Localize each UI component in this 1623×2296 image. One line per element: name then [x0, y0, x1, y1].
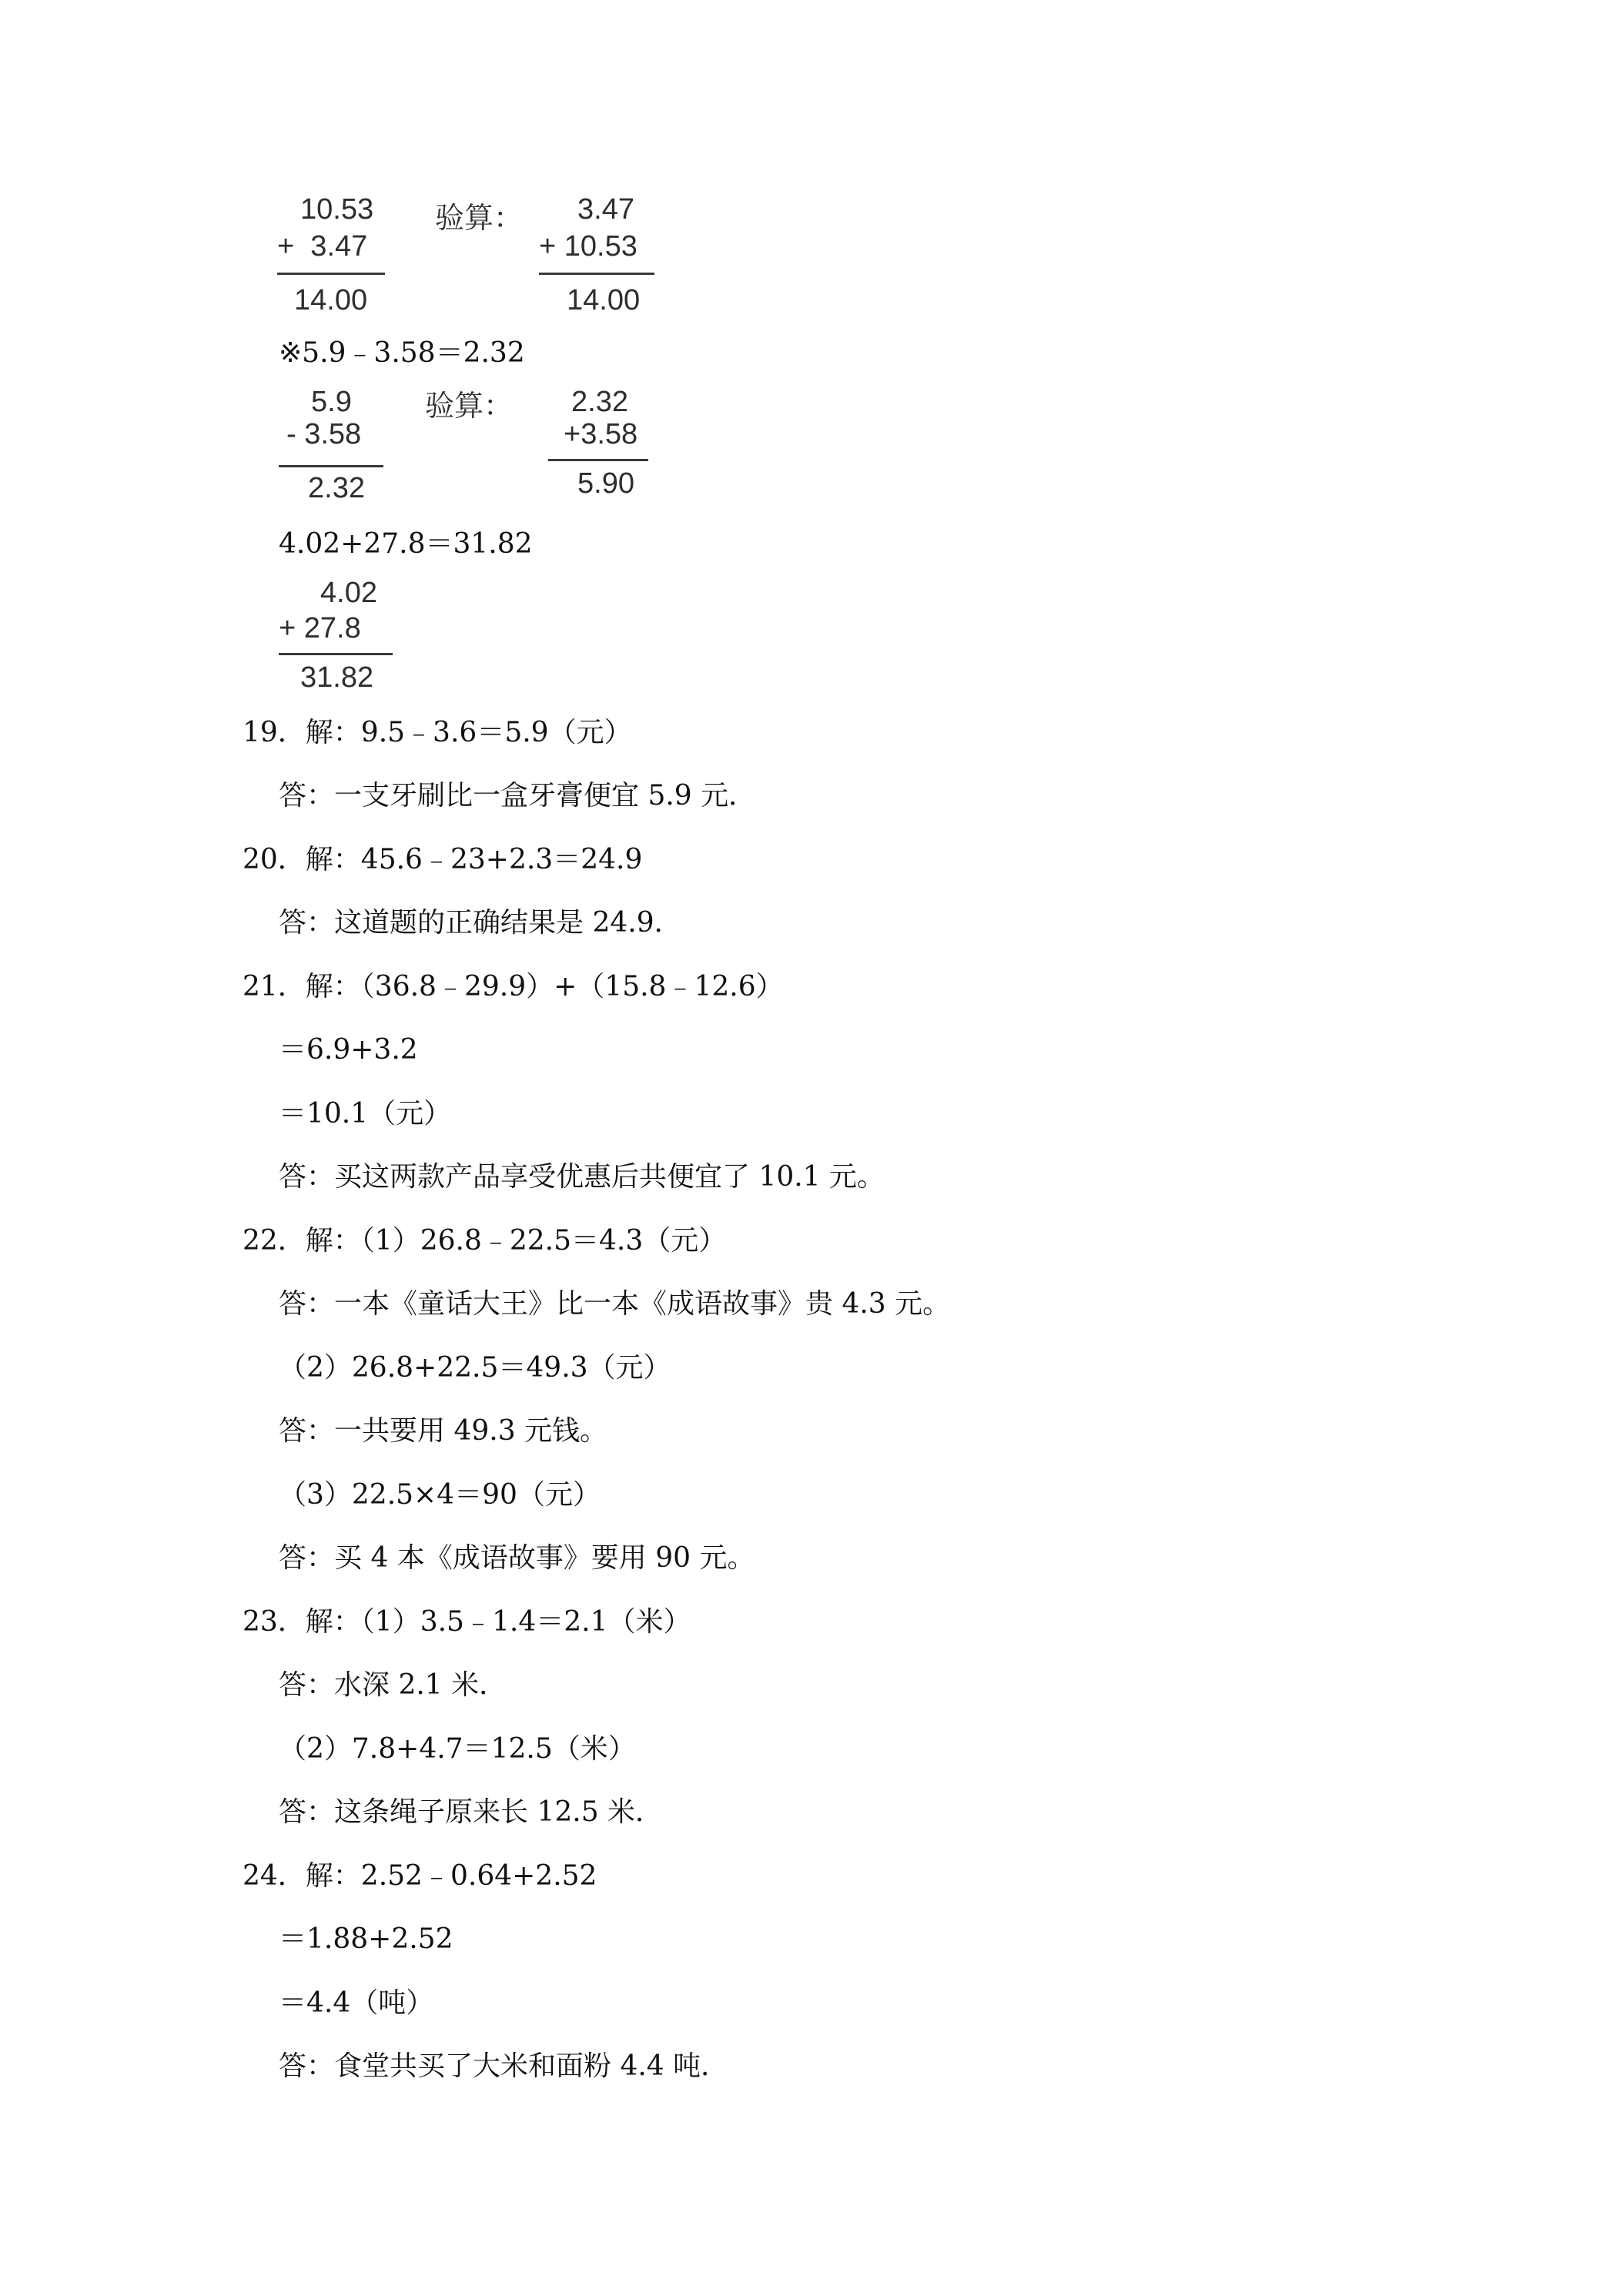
vertical-calc-3-result: 2.32 — [308, 472, 365, 504]
vertical-calc-2-bottom: + 10.53 — [539, 230, 637, 263]
q19-solution: 19．解：9.5﹣3.6＝5.9（元） — [243, 717, 632, 748]
vertical-calc-5 — [279, 576, 402, 699]
q21-step-2: ＝10.1（元） — [279, 1098, 452, 1130]
q22-solution-1: 22．解：（1）26.8﹣22.5＝4.3（元） — [243, 1225, 727, 1257]
q19-answer: 答：一支牙刷比一盒牙膏便宜 5.9 元． — [279, 780, 757, 812]
vertical-calc-1 — [277, 192, 408, 323]
line-5-9-check: ※5.9﹣3.58＝2.32 — [279, 337, 525, 369]
vertical-calc-4-result: 5.90 — [577, 467, 634, 500]
vertical-calc-3 — [279, 385, 410, 508]
vertical-calc-4-bottom: +3.58 — [564, 418, 638, 450]
q20-solution: 20．解：45.6﹣23+2.3＝24.9 — [243, 844, 643, 875]
vertical-calc-5-result: 31.82 — [300, 661, 374, 694]
q24-step-1: ＝1.88+2.52 — [279, 1923, 453, 1955]
vertical-calc-1-bottom: + 3.47 — [277, 230, 368, 263]
q23-solution-2: （2）7.8+4.7＝12.5（米） — [279, 1733, 636, 1765]
q22-answer-3: 答：买 4 本《成语故事》要用 90 元。 — [279, 1542, 755, 1574]
vertical-calc-5-bottom: + 27.8 — [279, 612, 361, 644]
check-label-2: 验算： — [425, 390, 514, 423]
vertical-calc-1-rule — [277, 273, 385, 275]
vertical-calc-3-rule — [279, 465, 383, 467]
line-4-02: 4.02+27.8＝31.82 — [279, 528, 533, 560]
q22-answer-2: 答：一共要用 49.3 元钱。 — [279, 1415, 608, 1447]
vertical-calc-3-bottom: - 3.58 — [286, 418, 362, 450]
vertical-calc-4 — [548, 385, 664, 508]
q22-solution-2: （2）26.8+22.5＝49.3（元） — [279, 1352, 671, 1384]
vertical-calc-5-top: 4.02 — [320, 577, 377, 609]
q24-solution: 24．解：2.52﹣0.64+2.52 — [243, 1860, 597, 1892]
vertical-calc-3-top: 5.9 — [311, 386, 352, 418]
vertical-calc-4-rule — [548, 459, 648, 461]
vertical-calc-1-top: 10.53 — [300, 193, 374, 226]
vertical-calc-1-result: 14.00 — [294, 284, 368, 316]
q20-answer: 答：这道题的正确结果是 24.9． — [279, 907, 682, 939]
q24-step-2: ＝4.4（吨） — [279, 1987, 434, 2019]
q21-step-1: ＝6.9+3.2 — [279, 1034, 418, 1066]
vertical-calc-2-top: 3.47 — [577, 193, 634, 226]
q23-solution-1: 23．解：（1）3.5﹣1.4＝2.1（米） — [243, 1606, 691, 1638]
q24-answer: 答：食堂共买了大米和面粉 4.4 吨． — [279, 2050, 729, 2082]
q23-answer-1: 答：水深 2.1 米． — [279, 1669, 507, 1701]
vertical-calc-2 — [539, 192, 670, 323]
q21-solution: 21．解：（36.8﹣29.9）+（15.8﹣12.6） — [243, 971, 784, 1002]
q22-solution-3: （3）22.5×4＝90（元） — [279, 1479, 601, 1511]
q21-answer: 答：买这两款产品享受优惠后共便宜了 10.1 元。 — [279, 1161, 885, 1193]
check-label-1: 验算： — [435, 202, 524, 235]
vertical-calc-2-result: 14.00 — [567, 284, 641, 316]
q23-answer-2: 答：这条绳子原来长 12.5 米． — [279, 1796, 664, 1828]
vertical-calc-5-rule — [279, 653, 393, 655]
q22-answer-1: 答：一本《童话大王》比一本《成语故事》贵 4.3 元。 — [279, 1288, 951, 1320]
vertical-calc-4-top: 2.32 — [571, 386, 628, 418]
vertical-calc-2-rule — [539, 273, 654, 275]
